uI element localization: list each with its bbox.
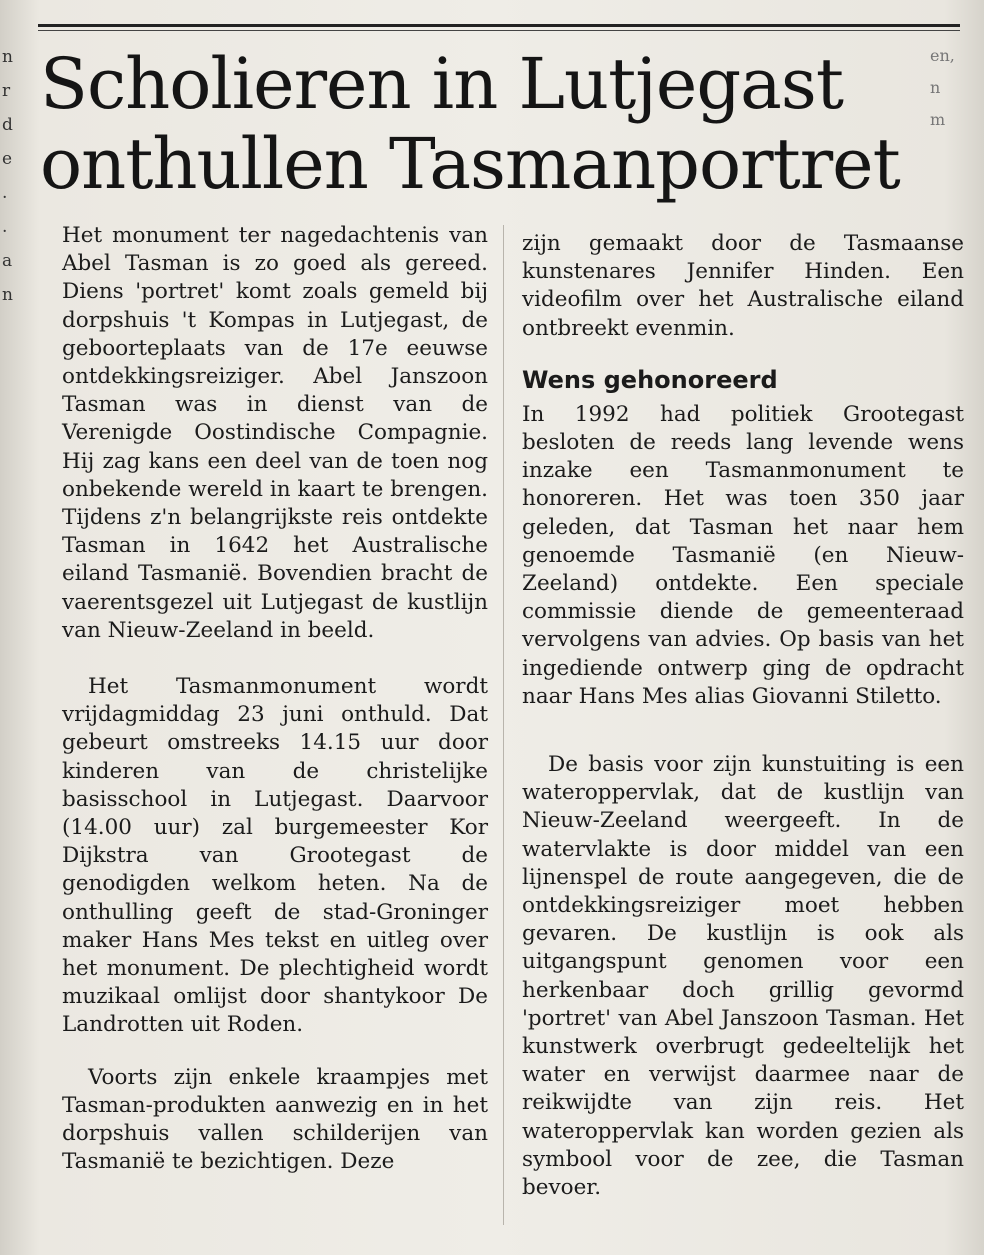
headline-line-1: Scholieren in Lutjegast	[40, 43, 843, 125]
paragraph: Voorts zijn enkele kraampjes met Tasman-produkten aanwezig en in het dorpshuis vallen schilderijen van Tasmanië te bezichtigen. Deze	[62, 1064, 488, 1175]
margin-fragment: n	[2, 285, 13, 305]
article-left-column	[62, 222, 488, 1177]
paragraph: zijn gemaakt door de Tasmaanse kunstenares Jennifer Hinden. Een videofilm over het Australische eiland ontbreekt evenmin.	[522, 231, 964, 341]
edge-fragment: n	[930, 78, 941, 97]
edge-fragment: en,	[930, 46, 955, 65]
headline-line-2: onthullen Tasmanportret	[40, 123, 900, 205]
top-rule	[38, 24, 960, 27]
subheading: Wens gehonoreerd	[522, 365, 778, 394]
paragraph: Het monument ter nagedachtenis van Abel Tasman is zo goed als gereed. Diens 'portret' komt zoals gemeld bij dorpshuis 't Kompas in Lutjegast, de geboorteplaats van de 17e eeuwse ontdekkingsreiziger. Abel Janszoon Tasman was in dienst van de Verenigde Oostindische Compagnie. Hij zag kans een deel van de toen nog onbekende wereld in kaart te brengen. Tijdens z'n belangrijkste reis ontdekte Tasman in 1642 het Australische eiland Tasmanië. Bovendien bracht de vaerentsgezel uit Lutjegast de kustlijn van Nieuw-Zeeland in beeld.	[62, 223, 488, 643]
margin-fragment: e	[2, 149, 13, 169]
paragraph: Het Tasmanmonument wordt vrijdagmiddag 23 juni onthuld. Dat gebeurt omstreeks 14.15 uur door kinderen van de christelijke basisschool in Lutjegast. Daarvoor (14.00 uur) zal burgemeester Kor Dijkstra van Grootegast de genodigden welkom heten. Na de onthulling geeft de stad-Groninger maker Hans Mes tekst en uitleg over het monument. De plechtigheid wordt muzikaal omlijst door shantykoor De Landrotten uit Roden.	[62, 674, 488, 1038]
top-rule-thin	[38, 30, 960, 31]
margin-fragment: a	[2, 251, 13, 271]
article-right-column	[522, 230, 964, 1202]
edge-fragment: m	[930, 110, 946, 129]
margin-fragment: r	[2, 81, 11, 101]
margin-fragment: n	[2, 47, 13, 67]
margin-fragment: .	[2, 183, 8, 203]
left-margin-fragments	[0, 40, 22, 440]
margin-fragment: .	[2, 217, 8, 237]
paragraph: De basis voor zijn kunstuiting is een wateroppervlak, dat de kustlijn van Nieuw-Zeeland weergeeft. In de watervlakte is door middel van een lijnenspel de route aangegeven, die de ontdekkingsreiziger moet hebben gevaren. De kustlijn is ook als uitgangspunt genomen voor een herkenbaar doch grillig gevormd 'portret' van Abel Janszoon Tasman. Het kunstwerk overbrugt gedeeltelijk het water en verwijst daarmee naar de reikwijdte van zijn reis. Het wateroppervlak kan worden gezien als symbool voor de zee, die Tasman bevoer.	[522, 752, 964, 1201]
margin-fragment: d	[2, 115, 13, 135]
column-divider	[503, 225, 504, 1225]
paragraph: In 1992 had politiek Grootegast besloten de reeds lang levende wens inzake een Tasmanmonument te honoreren. Het was toen 350 jaar geleden, dat Tasman het naar hem genoemde Tasmanië (en Nieuw-Zeeland) ontdekte. Een speciale commissie diende de gemeenteraad vervolgens van advies. Op basis van het ingediende ontwerp ging de opdracht naar Hans Mes alias Giovanni Stiletto.	[522, 401, 964, 709]
headline	[40, 44, 960, 204]
